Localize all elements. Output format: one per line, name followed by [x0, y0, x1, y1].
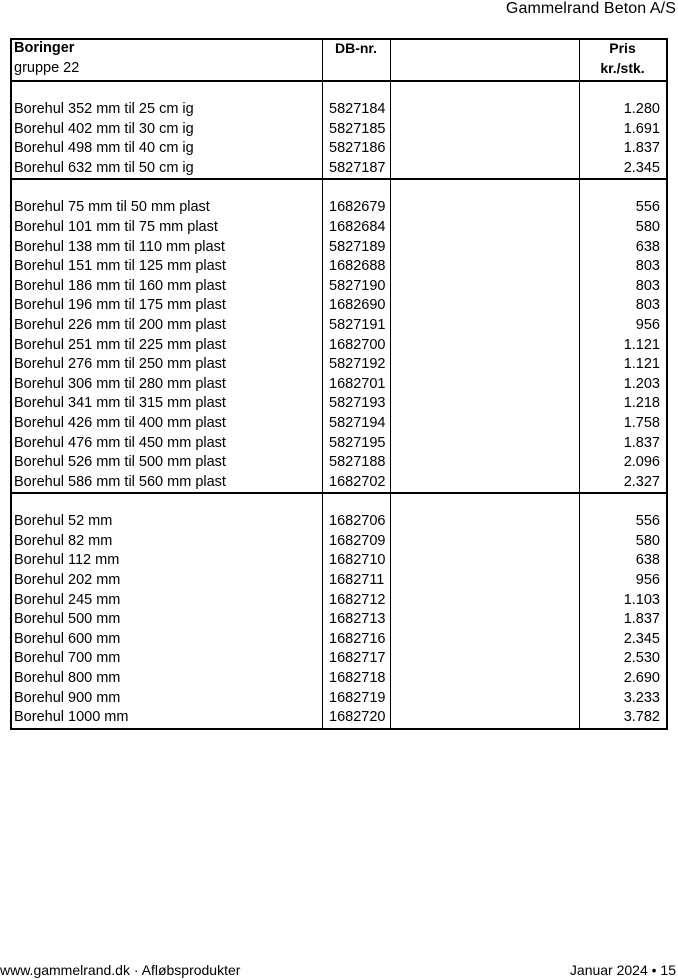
db-number: 1682718	[329, 670, 386, 687]
product-name: Borehul 700 mm	[14, 650, 121, 667]
price: 1.691	[623, 120, 660, 137]
db-number: 5827194	[329, 414, 386, 431]
table-row	[12, 238, 666, 258]
price: 556	[635, 199, 660, 216]
product-name: Borehul 586 mm til 560 mm plast	[14, 473, 226, 490]
db-number: 5827195	[329, 434, 386, 451]
price: 1.837	[623, 611, 660, 628]
price: 1.203	[623, 375, 660, 392]
product-name: Borehul 306 mm til 280 mm plast	[14, 375, 226, 392]
product-name: Borehul 498 mm til 40 cm ig	[14, 140, 194, 157]
price: 3.782	[623, 709, 660, 726]
column-header-unit: kr./stk.	[600, 60, 645, 76]
product-name: Borehul 82 mm	[14, 532, 113, 549]
db-number: 1682702	[329, 473, 386, 490]
db-number: 1682690	[329, 297, 386, 314]
db-number: 5827186	[329, 140, 386, 157]
table-row	[12, 708, 666, 728]
footer-date-page: Januar 2024 • 15	[569, 962, 676, 978]
product-name: Borehul 251 mm til 225 mm plast	[14, 336, 226, 353]
table-row	[12, 159, 666, 179]
table-row	[12, 394, 666, 414]
table-row	[12, 551, 666, 571]
product-name: Borehul 341 mm til 315 mm plast	[14, 395, 226, 412]
table-row	[12, 316, 666, 336]
db-number: 5827184	[329, 101, 386, 117]
table-header	[12, 40, 666, 80]
footer-website: www.gammelrand.dk · Afløbsprodukter	[0, 962, 241, 978]
product-name: Borehul 800 mm	[14, 670, 121, 687]
price: 1.837	[623, 140, 660, 157]
db-number: 1682709	[329, 532, 386, 549]
price: 638	[635, 238, 660, 255]
db-number: 1682713	[329, 611, 386, 628]
product-name: Borehul 1000 mm	[14, 709, 129, 726]
db-number: 1682710	[329, 552, 386, 569]
table-row	[12, 434, 666, 454]
table-row	[12, 414, 666, 434]
price: 803	[635, 258, 660, 275]
table-row	[12, 218, 666, 238]
db-number: 1682706	[329, 513, 386, 530]
db-number: 1682712	[329, 591, 386, 608]
price: 556	[635, 513, 660, 530]
table-row	[12, 198, 666, 218]
table-row	[12, 571, 666, 591]
product-name: Borehul 151 mm til 125 mm plast	[14, 258, 226, 275]
table-row	[12, 630, 666, 650]
product-name: Borehul 632 mm til 50 cm ig	[14, 159, 194, 176]
product-name: Borehul 101 mm til 75 mm plast	[14, 218, 218, 235]
table-row	[12, 100, 666, 120]
table-row	[12, 453, 666, 473]
db-number: 1682720	[329, 709, 386, 726]
table-row	[12, 591, 666, 611]
table-row	[12, 669, 666, 689]
product-name: Borehul 138 mm til 110 mm plast	[14, 238, 225, 255]
table-row	[12, 296, 666, 316]
product-name: Borehul 52 mm	[14, 513, 113, 530]
product-name: Borehul 352 mm til 25 cm ig	[14, 101, 194, 117]
table-row	[12, 512, 666, 532]
price: 2.690	[623, 670, 660, 687]
product-name: Borehul 196 mm til 175 mm plast	[14, 297, 226, 314]
product-name: Borehul 500 mm	[14, 611, 121, 628]
price: 1.121	[623, 356, 660, 373]
db-number: 5827187	[329, 159, 386, 176]
price: 1.103	[623, 591, 660, 608]
product-name: Borehul 75 mm til 50 mm plast	[14, 199, 210, 216]
product-name: Borehul 245 mm	[14, 591, 121, 608]
price: 1.758	[623, 414, 660, 431]
price: 2.345	[623, 159, 660, 176]
table-row	[12, 120, 666, 140]
db-number: 5827185	[329, 120, 386, 137]
db-number: 1682711	[329, 572, 385, 589]
db-number: 5827190	[329, 277, 386, 294]
product-name: Borehul 202 mm	[14, 572, 121, 589]
row-group	[12, 80, 666, 178]
product-name: Borehul 600 mm	[14, 630, 121, 647]
price: 2.345	[623, 630, 660, 647]
table-row	[12, 139, 666, 159]
price: 1.837	[623, 434, 660, 451]
product-name: Borehul 526 mm til 500 mm plast	[14, 454, 226, 471]
price: 956	[635, 316, 660, 333]
db-number: 5827188	[329, 454, 386, 471]
table-row	[12, 610, 666, 630]
table-row	[12, 473, 666, 493]
price: 1.218	[623, 395, 660, 412]
price: 2.530	[623, 650, 660, 667]
price: 580	[635, 532, 660, 549]
column-header-db: DB-nr.	[335, 40, 377, 56]
db-number: 1682701	[329, 375, 386, 392]
table-row	[12, 257, 666, 277]
product-name: Borehul 900 mm	[14, 689, 121, 706]
db-number: 1682684	[329, 218, 386, 235]
column-divider	[390, 40, 391, 80]
product-name: Borehul 476 mm til 450 mm plast	[14, 434, 226, 451]
column-header-price: Pris	[609, 40, 636, 56]
price: 580	[635, 218, 660, 235]
db-number: 1682719	[329, 689, 386, 706]
price: 803	[635, 297, 660, 314]
table-row	[12, 649, 666, 669]
price: 956	[635, 572, 660, 589]
price-table	[10, 38, 668, 730]
price: 2.096	[623, 454, 660, 471]
price: 2.327	[623, 473, 660, 490]
db-number: 5827192	[329, 356, 386, 373]
price: 803	[635, 277, 660, 294]
product-name: Borehul 426 mm til 400 mm plast	[14, 414, 226, 431]
table-title: Boringer	[14, 40, 75, 56]
table-row	[12, 277, 666, 297]
db-number: 5827189	[329, 238, 386, 255]
db-number: 1682716	[329, 630, 386, 647]
table-row	[12, 532, 666, 552]
table-row	[12, 689, 666, 709]
price: 3.233	[623, 689, 660, 706]
table-row	[12, 355, 666, 375]
product-name: Borehul 112 mm	[14, 552, 120, 569]
db-number: 1682717	[329, 650, 386, 667]
price: 1.121	[623, 336, 660, 353]
price: 1.280	[623, 101, 660, 117]
db-number: 5827191	[329, 316, 386, 333]
product-name: Borehul 402 mm til 30 cm ig	[14, 120, 194, 137]
table-row	[12, 336, 666, 356]
db-number: 1682688	[329, 258, 386, 275]
db-number: 1682679	[329, 199, 386, 216]
row-group	[12, 492, 666, 728]
product-name: Borehul 186 mm til 160 mm plast	[14, 277, 226, 294]
table-row	[12, 375, 666, 395]
db-number: 1682700	[329, 336, 386, 353]
row-group	[12, 178, 666, 492]
table-subtitle: gruppe 22	[14, 60, 80, 76]
company-name: Gammelrand Beton A/S	[505, 0, 676, 17]
db-number: 5827193	[329, 395, 386, 412]
product-name: Borehul 226 mm til 200 mm plast	[14, 316, 226, 333]
product-name: Borehul 276 mm til 250 mm plast	[14, 356, 226, 373]
price: 638	[635, 552, 660, 569]
